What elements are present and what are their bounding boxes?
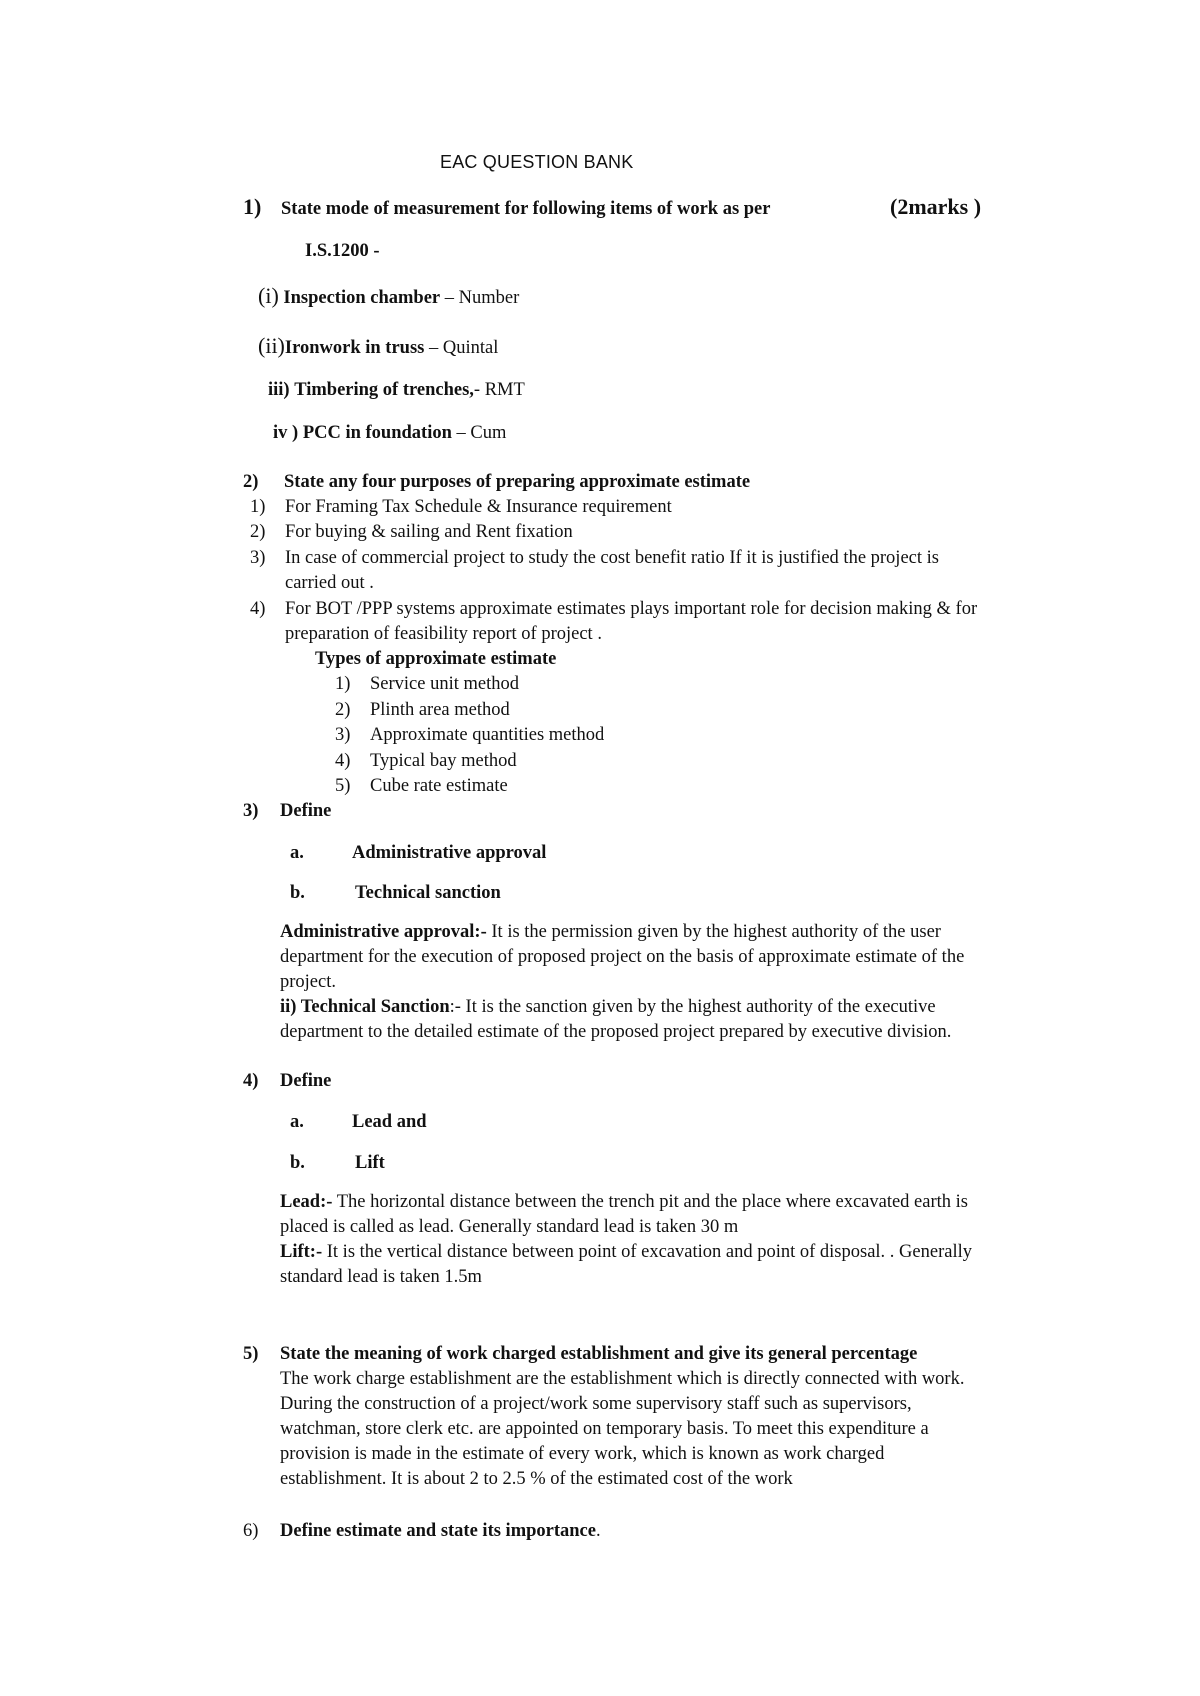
q1-number: 1) xyxy=(243,194,262,219)
q2-number: 2) xyxy=(243,472,259,492)
q2-item-text-cont: preparation of feasibility report of project . xyxy=(285,624,602,644)
q1-item-rest: - RMT xyxy=(473,380,525,400)
q1-item-number: iv ) xyxy=(273,423,299,443)
q1-item xyxy=(258,285,519,309)
q3-b-text: Technical sanction xyxy=(355,883,501,903)
type-item: Approximate quantities method xyxy=(370,725,605,745)
q2-item-number: 1) xyxy=(250,497,266,517)
type-item: Cube rate estimate xyxy=(370,776,508,796)
q4-a-text: Lead and xyxy=(352,1112,427,1132)
q1-item xyxy=(273,422,506,444)
q3-answer-2-text: :- It is the sanction given by the highest authority of the executive xyxy=(449,997,936,1017)
q2-item-number: 3) xyxy=(250,548,266,568)
q1-subtitle: I.S.1200 - xyxy=(305,241,380,261)
q3-question: Define xyxy=(280,801,332,821)
lift-term: Lift:- xyxy=(280,1242,323,1262)
q1-item-bold: Inspection chamber xyxy=(283,288,441,308)
q1-marks: (2marks ) xyxy=(890,194,982,219)
q1-item-number: (ii) xyxy=(258,333,285,358)
q2-item-number: 4) xyxy=(250,599,266,619)
q1-item-number: (i) xyxy=(258,283,279,308)
q1-item-bold: Timbering of trenches, xyxy=(294,380,474,400)
q2-item-text: For buying & sailing and Rent fixation xyxy=(285,522,573,542)
q2-item-text: For BOT /PPP systems approximate estimates plays important role for decision making & for xyxy=(285,599,978,619)
type-item: Service unit method xyxy=(370,674,519,694)
lead-term: Lead:- xyxy=(280,1192,333,1212)
q3-answer-2-cont: department to the detailed estimate of the proposed project prepared by executive division. xyxy=(280,1022,952,1042)
q5-answer-line: watchman, store clerk etc. are appointed on temporary basis. To meet this expenditure a xyxy=(280,1419,929,1439)
q2-question: State any four purposes of preparing approximate estimate xyxy=(284,472,751,492)
q5-number: 5) xyxy=(243,1344,259,1364)
q6-question-text: Define estimate and state its importance xyxy=(280,1521,596,1541)
type-number: 5) xyxy=(335,776,351,796)
q3-a-label: a. xyxy=(290,843,304,863)
q2-item-text-cont: carried out . xyxy=(285,573,374,593)
type-number: 3) xyxy=(335,725,351,745)
type-item: Typical bay method xyxy=(370,751,517,771)
q4-b-text: Lift xyxy=(355,1153,385,1173)
q6-question-end: . xyxy=(595,1521,601,1541)
q3-answer-1-cont: project. xyxy=(280,972,336,992)
lift-definition-cont: standard lead is taken 1.5m xyxy=(280,1267,482,1287)
page-title: EAC QUESTION BANK xyxy=(440,152,634,172)
q1-item-rest: – Quintal xyxy=(424,338,499,358)
lead-definition xyxy=(280,1191,968,1213)
q4-b-label: b. xyxy=(290,1153,305,1173)
q4-number: 4) xyxy=(243,1071,259,1091)
q3-answer-2-term: ii) Technical Sanction xyxy=(280,997,450,1017)
lift-text: It is the vertical distance between point of excavation and point of disposal. . Generally xyxy=(322,1242,972,1262)
lead-definition-cont: placed is called as lead. Generally standard lead is taken 30 m xyxy=(280,1217,739,1237)
q1-question: State mode of measurement for following items of work as per xyxy=(281,199,771,219)
q5-answer-line: provision is made in the estimate of every work, which is known as work charged xyxy=(280,1444,885,1464)
q1-item xyxy=(268,379,525,401)
q1-item-bold: PCC in foundation xyxy=(302,423,452,443)
q3-a-text: Administrative approval xyxy=(352,843,547,863)
q1-item xyxy=(258,335,498,359)
q1-item-rest: – Cum xyxy=(451,423,507,443)
q2-item-number: 2) xyxy=(250,522,266,542)
q3-answer-1 xyxy=(280,921,941,943)
type-number: 4) xyxy=(335,751,351,771)
q6-question xyxy=(280,1520,601,1542)
q3-b-label: b. xyxy=(290,883,305,903)
q1-item-rest: – Number xyxy=(440,288,520,308)
q3-answer-1-text: It is the permission given by the highest authority of the user xyxy=(486,922,941,942)
q4-a-label: a. xyxy=(290,1112,304,1132)
q3-answer-1-term: Administrative approval:- xyxy=(280,922,487,942)
q5-answer-line: establishment. It is about 2 to 2.5 % of the estimated cost of the work xyxy=(280,1469,793,1489)
q2-item-text: In case of commercial project to study the cost benefit ratio If it is justified the project is xyxy=(285,548,939,568)
lead-text: The horizontal distance between the trench pit and the place where excavated earth is xyxy=(332,1192,968,1212)
q3-number: 3) xyxy=(243,801,259,821)
types-heading: Types of approximate estimate xyxy=(315,649,557,669)
type-item: Plinth area method xyxy=(370,700,510,720)
q1-item-number: iii) xyxy=(268,380,290,400)
type-number: 1) xyxy=(335,674,351,694)
q5-answer-line: The work charge establishment are the establishment which is directly connected with work. xyxy=(280,1369,965,1389)
q3-answer-2 xyxy=(280,996,936,1018)
lift-definition xyxy=(280,1241,972,1263)
type-number: 2) xyxy=(335,700,351,720)
q1-item-bold: Ironwork in truss xyxy=(284,338,425,358)
q3-answer-1-cont: department for the execution of proposed project on the basis of approximate estimate of the xyxy=(280,947,965,967)
q5-question: State the meaning of work charged establishment and give its general percentage xyxy=(280,1344,918,1364)
q2-item-text: For Framing Tax Schedule & Insurance requirement xyxy=(285,497,672,517)
q6-number: 6) xyxy=(243,1521,259,1541)
q5-answer-line: During the construction of a project/work some supervisory staff such as supervisors, xyxy=(280,1394,912,1414)
q4-question: Define xyxy=(280,1071,332,1091)
